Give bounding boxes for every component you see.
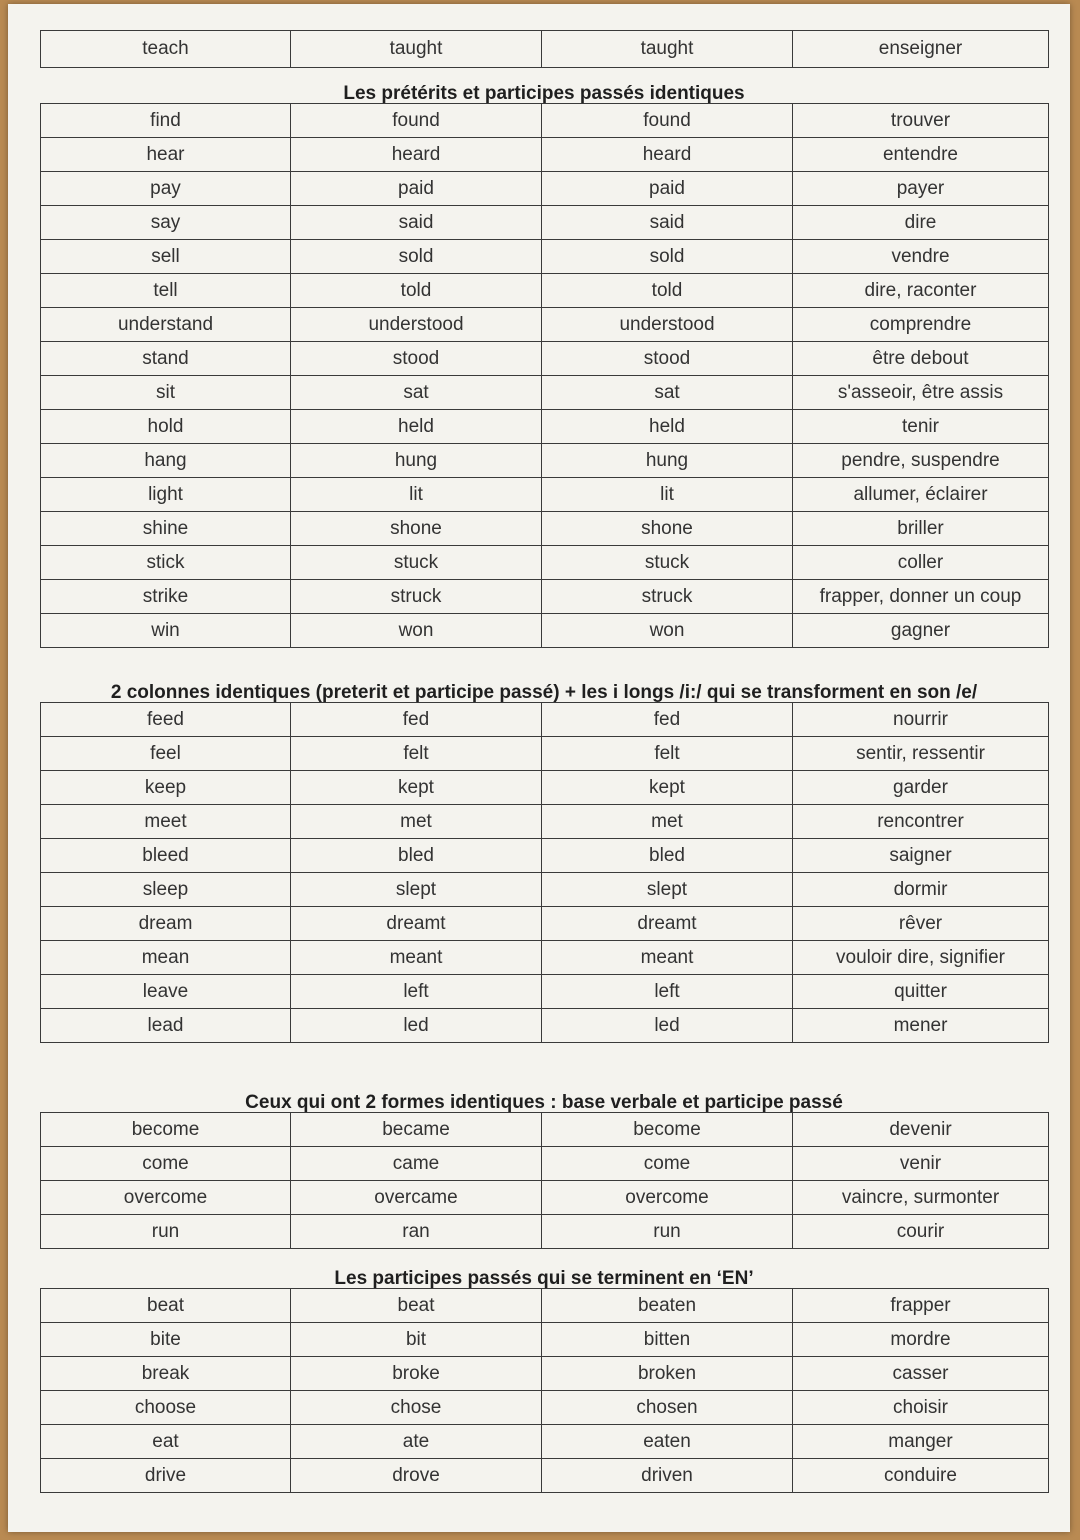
base-form: light	[41, 478, 291, 512]
french-translation: dormir	[793, 873, 1049, 907]
preterit-form: paid	[291, 172, 542, 206]
past-participle-form: dreamt	[542, 907, 793, 941]
past-participle-form: run	[542, 1215, 793, 1249]
french-translation: manger	[793, 1425, 1049, 1459]
preterit-form: understood	[291, 308, 542, 342]
preterit-form: ate	[291, 1425, 542, 1459]
table-row	[41, 444, 1049, 478]
french-translation: trouver	[793, 104, 1049, 138]
table-row	[41, 206, 1049, 240]
table-row	[41, 1459, 1049, 1493]
base-form: strike	[41, 580, 291, 614]
preterit-form: shone	[291, 512, 542, 546]
past-participle-form: stuck	[542, 546, 793, 580]
preterit-form: sat	[291, 376, 542, 410]
table-row	[41, 580, 1049, 614]
past-participle-form: overcome	[542, 1181, 793, 1215]
french-translation: briller	[793, 512, 1049, 546]
past-participle-form: met	[542, 805, 793, 839]
preterit-form: meant	[291, 941, 542, 975]
base-form: run	[41, 1215, 291, 1249]
table-row	[41, 31, 1049, 68]
table-row	[41, 839, 1049, 873]
table-row	[41, 376, 1049, 410]
preterit-form: slept	[291, 873, 542, 907]
table-row	[41, 1391, 1049, 1425]
verb-table-base-equals-participle	[40, 1112, 1049, 1249]
base-form: hang	[41, 444, 291, 478]
past-participle-form: come	[542, 1147, 793, 1181]
table-row	[41, 907, 1049, 941]
french-translation: comprendre	[793, 308, 1049, 342]
preterit-form: overcame	[291, 1181, 542, 1215]
french-translation: frapper, donner un coup	[793, 580, 1049, 614]
french-translation: rêver	[793, 907, 1049, 941]
table-row	[41, 1215, 1049, 1249]
table-row	[41, 1113, 1049, 1147]
french-translation: vouloir dire, signifier	[793, 941, 1049, 975]
french-translation: tenir	[793, 410, 1049, 444]
french-translation: allumer, éclairer	[793, 478, 1049, 512]
past-participle-form: beaten	[542, 1289, 793, 1323]
french-translation: dire, raconter	[793, 274, 1049, 308]
section-title: Ceux qui ont 2 formes identiques : base verbale et participe passé	[245, 1092, 843, 1113]
table-row	[41, 805, 1049, 839]
past-participle-form: won	[542, 614, 793, 648]
base-form: sell	[41, 240, 291, 274]
french-translation: mordre	[793, 1323, 1049, 1357]
base-form: hold	[41, 410, 291, 444]
preterit-form: felt	[291, 737, 542, 771]
table-row	[41, 1357, 1049, 1391]
french-translation: conduire	[793, 1459, 1049, 1493]
past-participle-form: struck	[542, 580, 793, 614]
french-translation: rencontrer	[793, 805, 1049, 839]
base-form: teach	[41, 31, 291, 68]
french-translation: garder	[793, 771, 1049, 805]
preterit-form: bled	[291, 839, 542, 873]
base-form: keep	[41, 771, 291, 805]
past-participle-form: told	[542, 274, 793, 308]
table-row	[41, 138, 1049, 172]
french-translation: payer	[793, 172, 1049, 206]
base-form: mean	[41, 941, 291, 975]
verb-table-long-i-to-e	[40, 702, 1049, 1043]
preterit-form: fed	[291, 703, 542, 737]
past-participle-form: lit	[542, 478, 793, 512]
french-translation: saigner	[793, 839, 1049, 873]
past-participle-form: sat	[542, 376, 793, 410]
french-translation: frapper	[793, 1289, 1049, 1323]
preterit-form: lit	[291, 478, 542, 512]
past-participle-form: left	[542, 975, 793, 1009]
base-form: shine	[41, 512, 291, 546]
base-form: dream	[41, 907, 291, 941]
table-row	[41, 104, 1049, 138]
preterit-form: became	[291, 1113, 542, 1147]
past-participle-form: led	[542, 1009, 793, 1043]
verb-table-identical-preterit-participle	[40, 103, 1049, 648]
french-translation: courir	[793, 1215, 1049, 1249]
past-participle-form: eaten	[542, 1425, 793, 1459]
table-row	[41, 342, 1049, 376]
preterit-form: left	[291, 975, 542, 1009]
table-row	[41, 1009, 1049, 1043]
section-title: Les prétérits et participes passés identiques	[343, 83, 745, 104]
past-participle-form: said	[542, 206, 793, 240]
french-translation: s'asseoir, être assis	[793, 376, 1049, 410]
french-translation: pendre, suspendre	[793, 444, 1049, 478]
french-translation: vaincre, surmonter	[793, 1181, 1049, 1215]
table-row	[41, 1323, 1049, 1357]
past-participle-form: heard	[542, 138, 793, 172]
base-form: hear	[41, 138, 291, 172]
french-translation: nourrir	[793, 703, 1049, 737]
table-row	[41, 274, 1049, 308]
base-form: choose	[41, 1391, 291, 1425]
french-translation: dire	[793, 206, 1049, 240]
table-row	[41, 703, 1049, 737]
base-form: find	[41, 104, 291, 138]
preterit-form: drove	[291, 1459, 542, 1493]
french-translation: coller	[793, 546, 1049, 580]
french-translation: mener	[793, 1009, 1049, 1043]
preterit-form: came	[291, 1147, 542, 1181]
table-row	[41, 1147, 1049, 1181]
past-participle-form: understood	[542, 308, 793, 342]
preterit-form: stood	[291, 342, 542, 376]
preterit-form: dreamt	[291, 907, 542, 941]
french-translation: choisir	[793, 1391, 1049, 1425]
french-translation: venir	[793, 1147, 1049, 1181]
table-row	[41, 240, 1049, 274]
past-participle-form: held	[542, 410, 793, 444]
preterit-form: broke	[291, 1357, 542, 1391]
french-translation: vendre	[793, 240, 1049, 274]
preterit-form: sold	[291, 240, 542, 274]
table-row	[41, 546, 1049, 580]
table-row	[41, 478, 1049, 512]
french-translation: devenir	[793, 1113, 1049, 1147]
base-form: eat	[41, 1425, 291, 1459]
past-participle-form: taught	[542, 31, 793, 68]
preterit-form: hung	[291, 444, 542, 478]
base-form: say	[41, 206, 291, 240]
base-form: sleep	[41, 873, 291, 907]
base-form: overcome	[41, 1181, 291, 1215]
table-row	[41, 308, 1049, 342]
base-form: leave	[41, 975, 291, 1009]
past-participle-form: slept	[542, 873, 793, 907]
past-participle-form: hung	[542, 444, 793, 478]
french-translation: gagner	[793, 614, 1049, 648]
table-row	[41, 941, 1049, 975]
past-participle-form: bitten	[542, 1323, 793, 1357]
preterit-form: beat	[291, 1289, 542, 1323]
base-form: meet	[41, 805, 291, 839]
base-form: break	[41, 1357, 291, 1391]
table-row	[41, 614, 1049, 648]
verb-table-top	[40, 30, 1049, 68]
base-form: feed	[41, 703, 291, 737]
past-participle-form: felt	[542, 737, 793, 771]
table-row	[41, 512, 1049, 546]
table-row	[41, 172, 1049, 206]
verb-table-participle-en	[40, 1288, 1049, 1493]
base-form: come	[41, 1147, 291, 1181]
preterit-form: ran	[291, 1215, 542, 1249]
base-form: win	[41, 614, 291, 648]
preterit-form: heard	[291, 138, 542, 172]
preterit-form: bit	[291, 1323, 542, 1357]
table-row	[41, 975, 1049, 1009]
table-row	[41, 1289, 1049, 1323]
past-participle-form: found	[542, 104, 793, 138]
past-participle-form: broken	[542, 1357, 793, 1391]
preterit-form: found	[291, 104, 542, 138]
french-translation: quitter	[793, 975, 1049, 1009]
past-participle-form: sold	[542, 240, 793, 274]
preterit-form: held	[291, 410, 542, 444]
preterit-form: chose	[291, 1391, 542, 1425]
past-participle-form: kept	[542, 771, 793, 805]
section-title: 2 colonnes identiques (preterit et participe passé) + les i longs /i:/ qui se transforment en son /e/	[110, 682, 978, 703]
table-row	[41, 873, 1049, 907]
preterit-form: stuck	[291, 546, 542, 580]
preterit-form: said	[291, 206, 542, 240]
preterit-form: won	[291, 614, 542, 648]
french-translation: casser	[793, 1357, 1049, 1391]
past-participle-form: paid	[542, 172, 793, 206]
past-participle-form: chosen	[542, 1391, 793, 1425]
base-form: pay	[41, 172, 291, 206]
table-row	[41, 771, 1049, 805]
base-form: understand	[41, 308, 291, 342]
french-translation: entendre	[793, 138, 1049, 172]
past-participle-form: meant	[542, 941, 793, 975]
base-form: become	[41, 1113, 291, 1147]
past-participle-form: shone	[542, 512, 793, 546]
past-participle-form: stood	[542, 342, 793, 376]
table-row	[41, 737, 1049, 771]
base-form: feel	[41, 737, 291, 771]
base-form: lead	[41, 1009, 291, 1043]
table-row	[41, 1181, 1049, 1215]
base-form: bleed	[41, 839, 291, 873]
preterit-form: struck	[291, 580, 542, 614]
table-row	[41, 410, 1049, 444]
base-form: tell	[41, 274, 291, 308]
past-participle-form: driven	[542, 1459, 793, 1493]
past-participle-form: become	[542, 1113, 793, 1147]
base-form: drive	[41, 1459, 291, 1493]
document-page	[8, 4, 1070, 1532]
past-participle-form: bled	[542, 839, 793, 873]
base-form: bite	[41, 1323, 291, 1357]
base-form: stick	[41, 546, 291, 580]
base-form: stand	[41, 342, 291, 376]
preterit-form: told	[291, 274, 542, 308]
section-title: Les participes passés qui se terminent en ‘EN’	[334, 1268, 754, 1289]
preterit-form: kept	[291, 771, 542, 805]
preterit-form: met	[291, 805, 542, 839]
table-row	[41, 1425, 1049, 1459]
french-translation: sentir, ressentir	[793, 737, 1049, 771]
french-translation: être debout	[793, 342, 1049, 376]
base-form: beat	[41, 1289, 291, 1323]
preterit-form: taught	[291, 31, 542, 68]
base-form: sit	[41, 376, 291, 410]
past-participle-form: fed	[542, 703, 793, 737]
preterit-form: led	[291, 1009, 542, 1043]
french-translation: enseigner	[793, 31, 1049, 68]
